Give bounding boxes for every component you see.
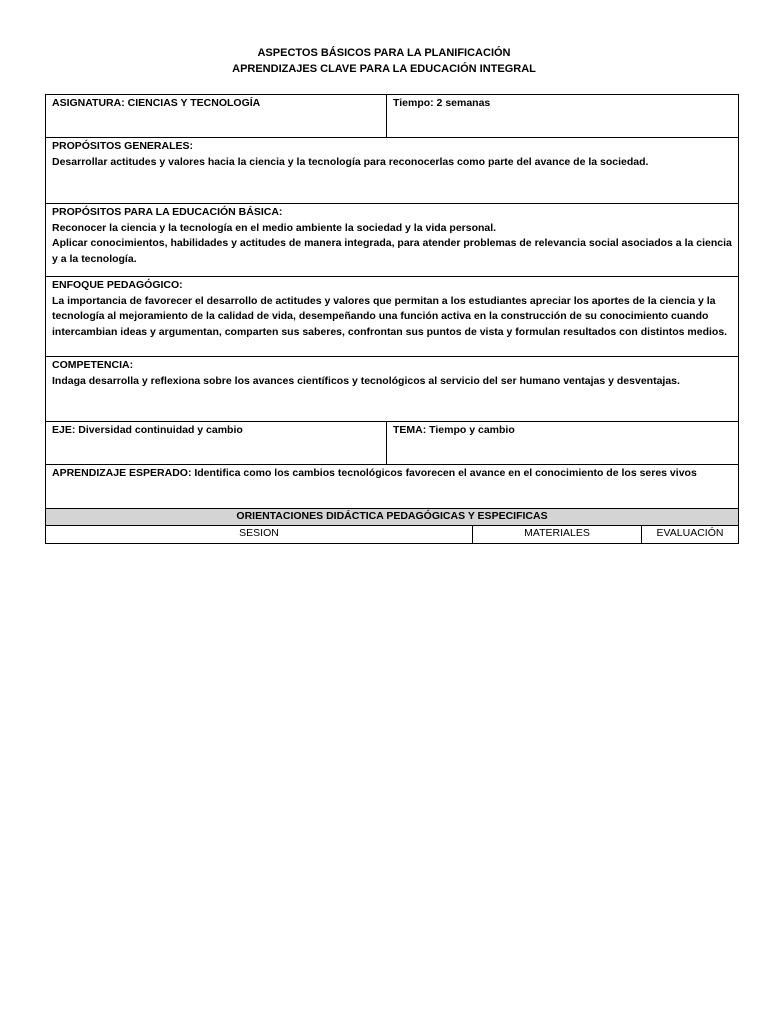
- general-purposes-cell: [46, 138, 739, 204]
- general-purposes-label: PROPÓSITOS GENERALES:: [52, 140, 193, 152]
- time-cell: Tiempo: 2 semanas: [387, 95, 739, 138]
- competency-cell: [46, 357, 739, 422]
- subject-row: [46, 95, 739, 138]
- columns-header-row: [46, 526, 739, 544]
- expected-learning-cell: APRENDIZAJE ESPERADO: Identifica como los cambios tecnológicos favorecen el avance en el conocimiento de los seres vivos: [46, 465, 739, 509]
- axis-cell: EJE: Diversidad continuidad y cambio: [46, 422, 387, 465]
- pedagogical-approach-row: [46, 277, 739, 357]
- axis-topic-row: [46, 422, 739, 465]
- pedagogical-approach-text: La importancia de favorecer el desarrollo de actitudes y valores que permitan a los estudiantes apreciar los aportes de la ciencia y la tecnología al mejoramiento de la calidad de vida, desempeñando una función activa en la construcción de su conocimiento cuando intercambian ideas y argumentan, comparten sus saberes, confrontan sus puntos de vista y formulan resultados con distintos medios.: [52, 294, 728, 338]
- evaluation-column-header: EVALUACIÓN: [642, 526, 739, 544]
- basic-education-purposes-line1: Reconocer la ciencia y la tecnología en el medio ambiente la sociedad y la vida personal.: [52, 221, 497, 234]
- basic-education-purposes-cell: [46, 204, 739, 277]
- basic-education-purposes-line2: Aplicar conocimientos, habilidades y actitudes de manera integrada, para atender problemas de relevancia social asociados a la ciencia y a la tecnología.: [52, 237, 732, 265]
- general-purposes-row: [46, 138, 739, 204]
- topic-cell: TEMA: Tiempo y cambio: [387, 422, 739, 465]
- didactic-orientations-heading: ORIENTACIONES DIDÁCTICA PEDAGÓGICAS Y ESPECIFICAS: [46, 509, 739, 526]
- planning-form-table: [45, 94, 739, 544]
- session-column-header: SESION: [46, 526, 473, 544]
- competency-label: COMPETENCIA:: [52, 359, 134, 371]
- expected-learning-row: [46, 465, 739, 509]
- header-title: ASPECTOS BÁSICOS PARA LA PLANIFICACIÓN: [257, 47, 511, 59]
- document-header: [0, 45, 768, 77]
- didactic-orientations-row: [46, 509, 739, 526]
- materials-column-header: MATERIALES: [473, 526, 642, 544]
- pedagogical-approach-label: ENFOQUE PEDAGÓGICO:: [52, 279, 183, 291]
- basic-education-purposes-label: PROPÓSITOS PARA LA EDUCACIÓN BÁSICA:: [52, 206, 283, 218]
- competency-row: [46, 357, 739, 422]
- subject-cell: ASIGNATURA: CIENCIAS Y TECNOLOGÍA: [46, 95, 387, 138]
- basic-education-purposes-row: [46, 204, 739, 277]
- header-subtitle: APRENDIZAJES CLAVE PARA LA EDUCACIÓN INTEGRAL: [232, 63, 536, 75]
- pedagogical-approach-cell: [46, 277, 739, 357]
- competency-text: Indaga desarrolla y reflexiona sobre los avances científicos y tecnológicos al servicio del ser humano ventajas y desventajas.: [52, 374, 680, 387]
- general-purposes-text: Desarrollar actitudes y valores hacia la ciencia y la tecnología para reconocerlas como parte del avance de la sociedad.: [52, 155, 649, 168]
